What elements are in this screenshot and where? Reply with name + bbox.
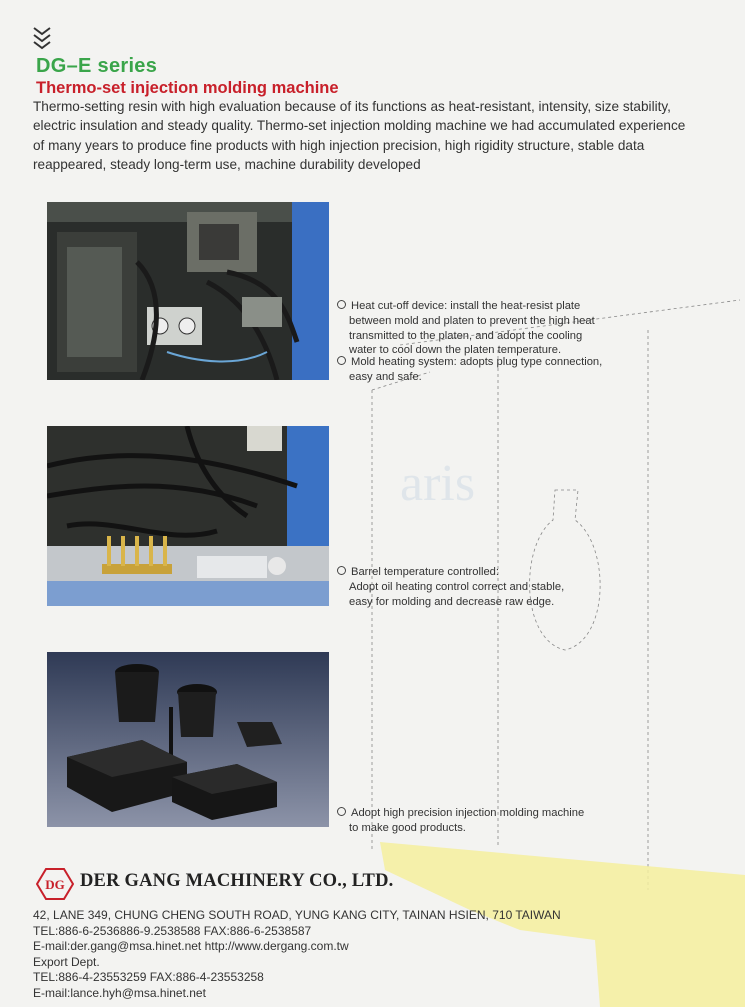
feature-text: Adopt high precision injection molding machine <box>351 807 585 819</box>
contact-export-tel-fax: TEL:886-4-23553259 FAX:886-4-23553258 <box>33 970 264 985</box>
contact-tel-fax: TEL:886-6-2536886-9.2538588 FAX:886-6-2538587 <box>33 923 312 938</box>
intro-line: electric insulation and steady quality. Thermo-set injection molding machine we had accumulated experience <box>33 118 686 134</box>
feature-barrel-temperature <box>337 565 564 609</box>
photo-molded-products <box>47 652 329 827</box>
company-logo <box>36 868 74 900</box>
contact-export-email: E-mail:lance.hyh@msa.hinet.net <box>33 985 206 1000</box>
intro-line: reappeared, steady long-term use, machine durability developed <box>33 156 421 172</box>
bullet-circle-icon <box>337 300 346 309</box>
feature-text: to make good products. <box>349 821 466 834</box>
photo-mold-heating-system <box>47 426 329 606</box>
contact-block <box>33 908 561 1002</box>
feature-text: easy for molding and decrease raw edge. <box>349 595 555 608</box>
intro-paragraph <box>33 97 733 174</box>
feature-text: Mold heating system: adopts plug type connection, <box>351 356 603 368</box>
bullet-circle-icon <box>337 807 346 816</box>
contact-email-web: E-mail:der.gang@msa.hinet.net http://www.dergang.com.tw <box>33 939 349 954</box>
feature-precision <box>337 806 584 836</box>
svg-text:aris: aris <box>400 455 476 512</box>
feature-text: transmitted to the platen, and adopt the cooling <box>349 329 583 342</box>
feature-text: between mold and platen to prevent the high heat <box>349 314 595 327</box>
bullet-circle-icon <box>337 566 346 575</box>
series-title: DG–E series <box>36 55 158 77</box>
intro-line: Thermo-setting resin with high evaluation because of its functions as heat-resistant, intensity, size stability, <box>33 99 671 114</box>
feature-heat-cutoff <box>337 299 595 358</box>
company-name: DER GANG MACHINERY CO., LTD. <box>80 871 394 891</box>
feature-text: Adopt oil heating control correct and stable, <box>349 580 565 593</box>
bullet-circle-icon <box>337 356 346 365</box>
feature-text: Heat cut-off device: install the heat-resist plate <box>351 300 581 312</box>
intro-line: of many years to produce fine products with high injection precision, high rigidity structure, stable data <box>33 137 645 153</box>
feature-text: easy and safe. <box>349 370 422 383</box>
feature-text: water to cool down the platen temperature. <box>349 344 562 357</box>
chevron-down-icon <box>32 26 52 54</box>
page-subtitle: Thermo-set injection molding machine <box>36 79 339 97</box>
logo-text: DG <box>45 877 65 892</box>
feature-mold-heating <box>337 355 602 385</box>
feature-text: Barrel temperature controlled: <box>351 566 499 578</box>
contact-export-dept: Export Dept. <box>33 954 100 969</box>
photo-heat-cutoff-device <box>47 202 329 380</box>
contact-address: 42, LANE 349, CHUNG CHENG SOUTH ROAD, YUNG KANG CITY, TAINAN HSIEN, 710 TAIWAN <box>33 908 561 922</box>
